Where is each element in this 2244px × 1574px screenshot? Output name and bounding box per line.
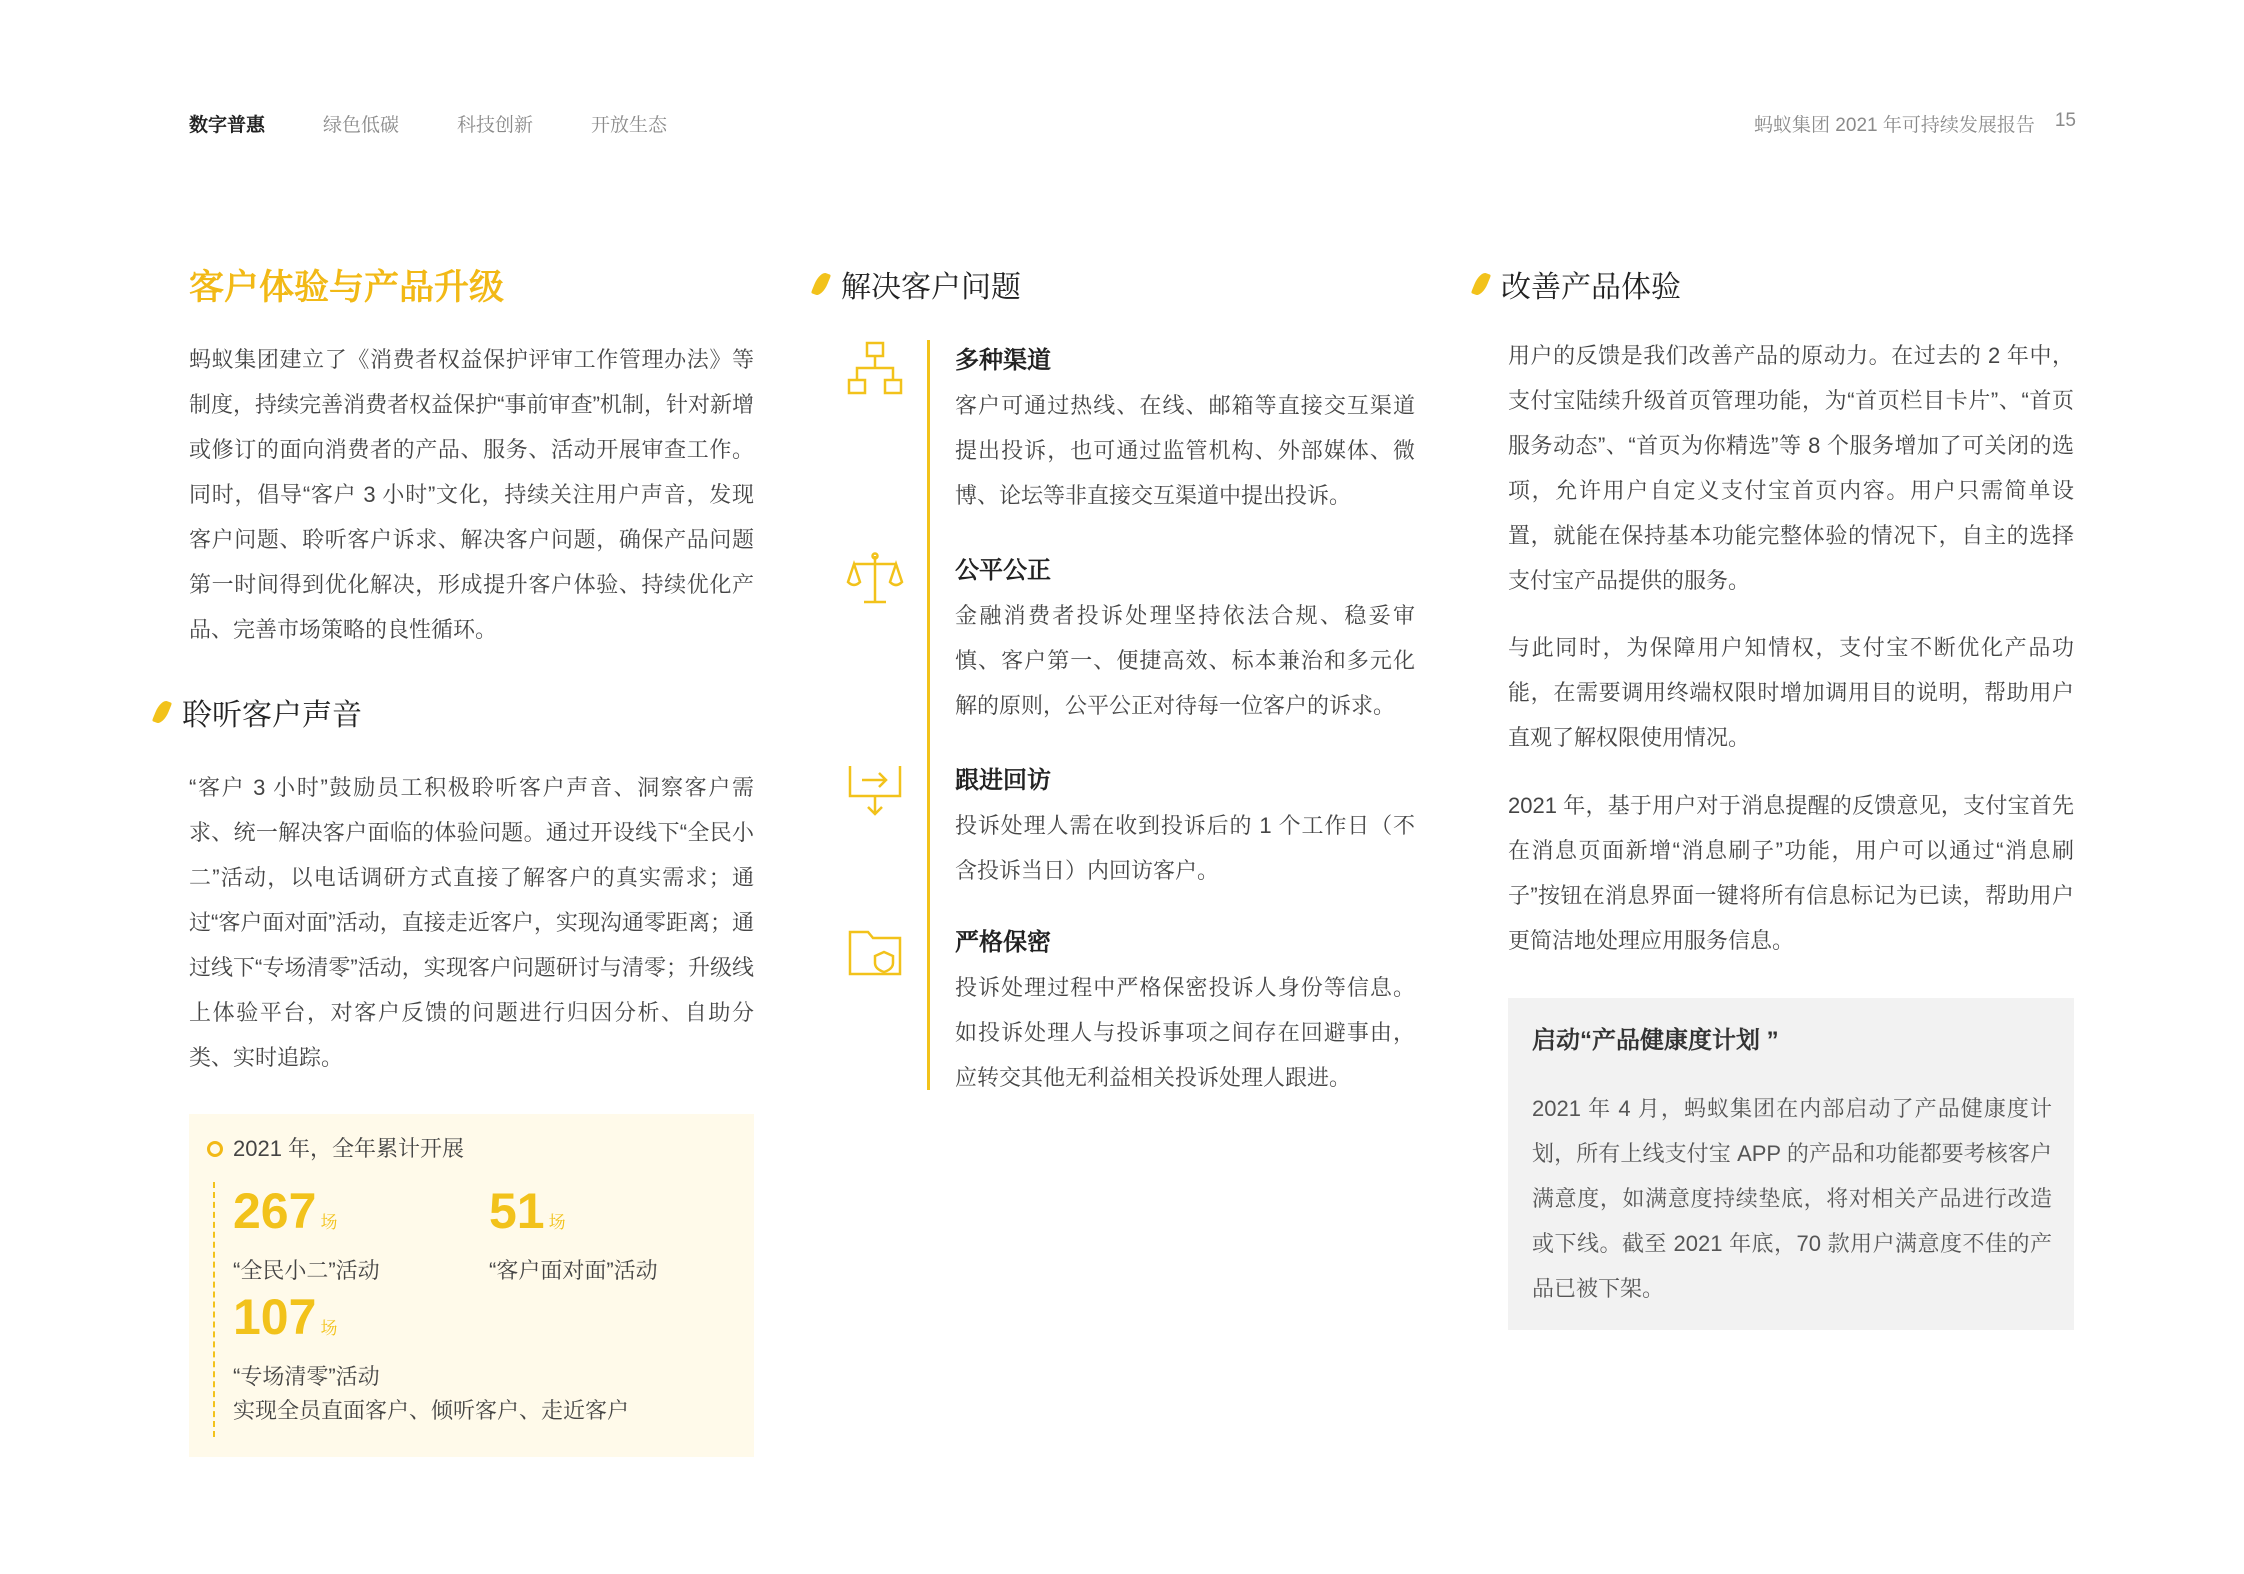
right-paragraph: 与此同时，为保障用户知情权，支付宝不断优化产品功能，在需要调用终端权限时增加调用目的说明，帮助用户直观了解权限使用情况。: [1508, 635, 2074, 750]
stat-unit: 场: [548, 1213, 566, 1232]
stat-label: “客户面对面”活动: [489, 1258, 658, 1283]
report-title: 蚂蚁集团 2021 年可持续发展报告: [1754, 115, 2035, 136]
stat-value: 107 场: [233, 1289, 338, 1345]
page-number: 15: [2054, 110, 2076, 131]
stat-unit: 场: [320, 1319, 338, 1338]
dashed-divider: [213, 1182, 215, 1437]
callout-title: 启动“产品健康度计划 ”: [1532, 1027, 1779, 1054]
item-body: 投诉处理过程中严格保密投诉人身份等信息。如投诉处理人与投诉事项之间存在回避事由，应转交其他无利益相关投诉处理人跟进。: [955, 975, 1415, 1090]
stats-footer: 实现全员直面客户、倾听客户、走近客户: [233, 1398, 630, 1423]
secure-folder-icon: [846, 922, 904, 980]
network-icon: [846, 340, 904, 398]
item-title: 多种渠道: [955, 347, 1051, 374]
nav-item-tech-innovation[interactable]: 科技创新: [457, 115, 534, 136]
stats-header: 2021 年，全年累计开展: [233, 1136, 465, 1161]
section-title: 改善产品体验: [1501, 271, 1681, 304]
top-nav: [189, 110, 667, 137]
item-body: 客户可通过热线、在线、邮箱等直接交互渠道提出投诉，也可通过监管机构、外部媒体、微博、论坛等非直接交互渠道中提出投诉。: [955, 393, 1415, 508]
callout-body: 2021 年 4 月，蚂蚁集团在内部启动了产品健康度计划，所有上线支付宝 APP 的产品和功能都要考核客户满意度，如满意度持续垫底，将对相关产品进行改造或下线。截至 2021 年底，70 款用户满意度不佳的产品已被下架。: [1532, 1096, 2052, 1301]
stat-item: [489, 1183, 658, 1285]
stats-box: [189, 1114, 754, 1457]
stat-label: “专场清零”活动: [233, 1364, 380, 1389]
callout-box: [1508, 998, 2074, 1330]
stat-value: 267 场: [233, 1183, 338, 1239]
listen-paragraph: “客户 3 小时”鼓励员工积极聆听客户声音、洞察客户需求、统一解决客户面临的体验问题。通过开设线下“全民小二”活动，以电话调研方式直接了解客户的真实需求；通过“客户面对面”活动，直接走近客户，实现沟通零距离；通过线下“专场清零”活动，实现客户问题研讨与清零；升级线上体验平台，对客户反馈的问题进行归因分析、自助分类、实时追踪。: [189, 775, 754, 1070]
stat-unit: 场: [320, 1213, 338, 1232]
subsection-heading-listen: [156, 690, 362, 734]
nav-item-open-ecosystem[interactable]: 开放生态: [591, 115, 668, 136]
report-header: [1754, 110, 2076, 137]
item-title: 跟进回访: [955, 767, 1051, 794]
stat-value: 51 场: [489, 1183, 566, 1239]
item-title: 公平公正: [955, 557, 1051, 584]
section-heading-improve: [1475, 262, 1681, 306]
scales-icon: [846, 550, 904, 608]
stat-item: [233, 1183, 380, 1285]
follow-up-icon: [846, 760, 904, 818]
stat-label: “全民小二”活动: [233, 1258, 380, 1283]
vertical-accent-line: [927, 340, 930, 1090]
intro-paragraph: 蚂蚁集团建立了《消费者权益保护评审工作管理办法》等制度，持续完善消费者权益保护“事前审查”机制，针对新增或修订的面向消费者的产品、服务、活动开展审查工作。同时，倡导“客户 3 小时”文化，持续关注用户声音，发现客户问题、聆听客户诉求、解决客户问题，确保产品问题第一时间得到优化解决，形成提升客户体验、持续优化产品、完善市场策略的良性循环。: [189, 347, 754, 642]
circle-bullet-icon: [207, 1141, 223, 1157]
section-heading-resolve: [815, 262, 1021, 306]
item-body: 投诉处理人需在收到投诉后的 1 个工作日（不含投诉当日）内回访客户。: [955, 813, 1415, 883]
right-paragraph: 2021 年，基于用户对于消息提醒的反馈意见，支付宝首先在消息页面新增“消息刷子”功能，用户可以通过“消息刷子”按钮在消息界面一键将所有信息标记为已读，帮助用户更简洁地处理应用服务信息。: [1508, 793, 2074, 953]
subsection-title: 聆听客户声音: [182, 699, 362, 732]
right-paragraph: 用户的反馈是我们改善产品的原动力。在过去的 2 年中，支付宝陆续升级首页管理功能，为“首页栏目卡片”、“首页服务动态”、“首页为你精选”等 8 个服务增加了可关闭的选项，允许用户自定义支付宝首页内容。用户只需简单设置，就能在保持基本功能完整体验的情况下，自主的选择支付宝产品提供的服务。: [1508, 343, 2074, 593]
nav-item-digital-inclusion[interactable]: 数字普惠: [189, 115, 266, 136]
section-title: 解决客户问题: [841, 271, 1021, 304]
leaf-bullet-icon: [152, 699, 172, 726]
stat-item: [233, 1289, 380, 1391]
section-title-customer-experience: 客户体验与产品升级: [189, 268, 505, 307]
leaf-bullet-icon: [811, 271, 831, 298]
leaf-bullet-icon: [1471, 271, 1491, 298]
nav-item-green-low-carbon[interactable]: 绿色低碳: [323, 115, 400, 136]
item-body: 金融消费者投诉处理坚持依法合规、稳妥审慎、客户第一、便捷高效、标本兼治和多元化解的原则，公平公正对待每一位客户的诉求。: [955, 603, 1415, 718]
item-title: 严格保密: [955, 929, 1051, 956]
